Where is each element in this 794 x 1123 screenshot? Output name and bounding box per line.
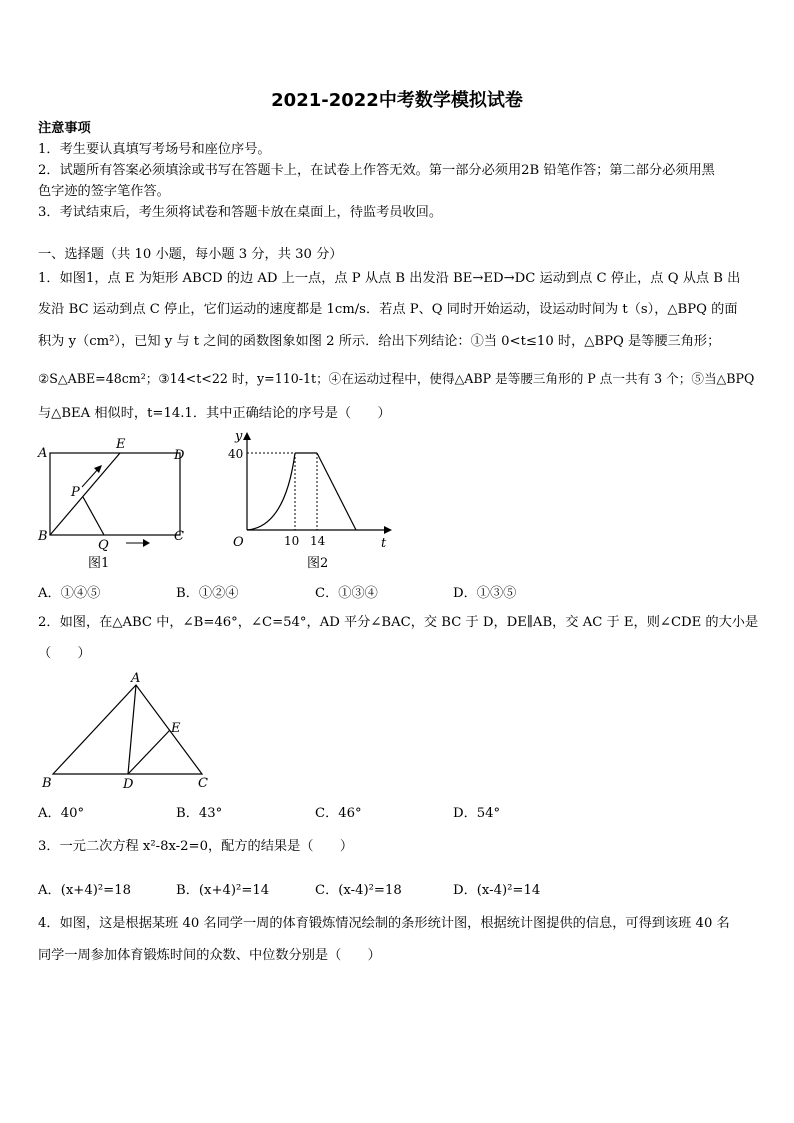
question-2-text: （ ） <box>38 646 91 661</box>
label-d: D <box>123 777 134 792</box>
notice-item: 2．试题所有答案必须填涂或书写在答题卡上，在试卷上作答无效。第一部分必须用2B 铅笔作答；第二部分必须用黑 <box>38 163 715 178</box>
question-4-text: 同学一周参加体育锻炼时间的众数、中位数分别是（ ） <box>38 948 381 963</box>
label-q: Q <box>98 538 109 553</box>
page-title: 2021-2022中考数学模拟试卷 <box>271 90 523 111</box>
segment-pq <box>83 497 104 535</box>
q1-option-d[interactable]: D．①③⑤ <box>453 586 517 601</box>
q3-option-d[interactable]: D．(x-4)²=14 <box>453 883 541 898</box>
q3-option-b[interactable]: B．(x+4)²=14 <box>176 883 270 898</box>
question-1-text: 与△BEA 相似时，t=14.1．其中正确结论的序号是（ ） <box>38 406 391 421</box>
notice-heading: 注意事项 <box>38 121 91 136</box>
label-b: B <box>42 776 52 791</box>
label-a: A <box>131 671 141 686</box>
axis-label-y: y <box>235 429 243 444</box>
label-e: E <box>116 437 126 452</box>
graph-descending <box>317 453 356 530</box>
question-1-text: 1．如图1，点 E 为矩形 ABCD 的边 AD 上一点，点 P 从点 B 出发沿 BE→ED→DC 运动到点 C 停止，点 Q 从点 B 出 <box>38 271 741 286</box>
label-e: E <box>171 721 181 736</box>
segment-ad <box>128 685 136 774</box>
figure-2-graph <box>225 425 400 580</box>
section-heading: 一、选择题（共 10 小题，每小题 3 分，共 30 分） <box>38 247 343 262</box>
segment-de <box>128 730 170 774</box>
question-4-text: 4．如图，这是根据某班 40 名同学一周的体育锻炼情况绘制的条形统计图，根据统计图提供的信息，可得到该班 40 名 <box>38 916 730 931</box>
graph-curve <box>247 453 295 530</box>
label-a: A <box>38 446 48 461</box>
label-d: D <box>174 448 185 463</box>
figure-1-caption: 图1 <box>88 556 110 571</box>
q3-option-c[interactable]: C．(x-4)²=18 <box>315 883 402 898</box>
arrow-head <box>143 539 150 547</box>
notice-item: 1．考生要认真填写考场号和座位序号。 <box>38 142 271 157</box>
tick-label-14: 14 <box>310 534 326 548</box>
label-p: P <box>71 485 80 500</box>
q1-option-b[interactable]: B．①②④ <box>176 586 239 601</box>
label-c: C <box>174 529 184 544</box>
x-axis-arrow <box>384 526 392 534</box>
q1-option-c[interactable]: C．①③④ <box>315 586 378 601</box>
q2-option-b[interactable]: B．43° <box>176 806 223 821</box>
tick-label-40: 40 <box>228 447 244 461</box>
arrow-be <box>82 468 99 487</box>
q1-option-a[interactable]: A．①④⑤ <box>38 586 101 601</box>
axis-label-t: t <box>381 536 387 551</box>
q2-option-a[interactable]: A．40° <box>38 806 85 821</box>
segment-be <box>50 453 120 535</box>
label-b: B <box>38 529 48 544</box>
notice-item: 3．考试结束后，考生须将试卷和答题卡放在桌面上，待监考员收回。 <box>38 205 443 220</box>
question-1-text: 发沿 BC 运动到点 C 停止，它们运动的速度都是 1cm/s．若点 P、Q 同时开始运动，设运动时间为 t（s），△BPQ 的面 <box>38 302 738 317</box>
notice-item: 色字迹的签字笔作答。 <box>38 184 170 199</box>
figure-1-rectangle <box>30 430 210 580</box>
y-axis-arrow <box>243 432 251 440</box>
figure-2-caption: 图2 <box>307 556 329 571</box>
origin-label: O <box>233 535 244 550</box>
question-1-text: ②S△ABE=48cm²；③14<t<22 时，y=110-1t；④在运动过程中，使得△ABP 是等腰三角形的 P 点一共有 3 个；⑤当△BPQ <box>38 371 755 386</box>
question-2-text: 2．如图，在△ABC 中，∠B=46°，∠C=54°，AD 平分∠BAC，交 BC 于 D，DE∥AB，交 AC 于 E，则∠CDE 的大小是 <box>38 615 759 630</box>
rectangle-abcd <box>50 453 180 535</box>
question-3-text: 3．一元二次方程 x²-8x-2=0，配方的结果是（ ） <box>38 839 354 854</box>
figure-triangle-abc <box>30 670 230 795</box>
q3-option-a[interactable]: A．(x+4)²=18 <box>38 883 131 898</box>
q2-option-d[interactable]: D．54° <box>453 806 501 821</box>
question-1-text: 积为 y（cm²），已知 y 与 t 之间的函数图象如图 2 所示．给出下列结论：①当 0<t≤10 时，△BPQ 是等腰三角形； <box>38 334 721 349</box>
label-c: C <box>198 776 208 791</box>
q2-option-c[interactable]: C．46° <box>315 806 362 821</box>
tick-label-10: 10 <box>284 534 300 548</box>
